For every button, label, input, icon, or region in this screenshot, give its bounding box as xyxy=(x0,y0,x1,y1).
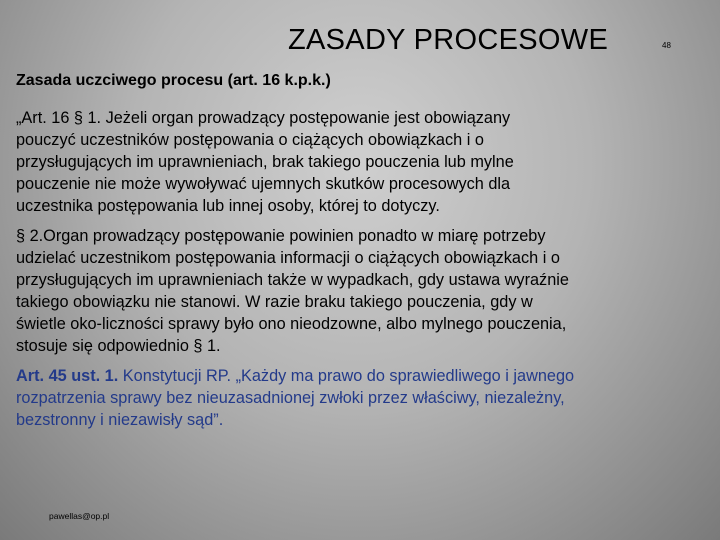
text-line: rozpatrzenia sprawy bez nieuzasadnionej zwłoki przez właściwy, niezależny, xyxy=(16,389,565,407)
text-line: świetle oko-liczności sprawy było ono nieodzowne, albo mylnego pouczenia, xyxy=(16,315,567,333)
text-line: takiego obowiązku nie stanowi. W razie braku takiego pouczenia, gdy w xyxy=(16,293,533,311)
text-line: pouczyć uczestników postępowania o ciążących obowiązkach i o xyxy=(16,131,484,149)
text-line: bezstronny i niezawisły sąd”. xyxy=(16,411,224,429)
text-fragment: Konstytucji RP. „Każdy ma prawo do sprawiedliwego i jawnego xyxy=(118,367,575,385)
section-heading: Zasada uczciwego procesu (art. 16 k.p.k.) xyxy=(16,72,331,89)
footer-email: pawellas@op.pl xyxy=(49,511,110,521)
text-line: „Art. 16 § 1. Jeżeli organ prowadzący postępowanie jest obowiązany xyxy=(16,109,511,127)
text-line: udzielać uczestnikom postępowania informacji o ciążących obowiązkach i o xyxy=(16,249,560,267)
text-line xyxy=(16,365,706,387)
page-number: 48 xyxy=(662,41,671,50)
text-line: stosuje się odpowiednio § 1. xyxy=(16,337,221,355)
text-line: pouczenie nie może wywoływać ujemnych skutków procesowych dla xyxy=(16,175,511,193)
text-line: przysługujących im uprawnieniach także w wypadkach, gdy ustawa wyraźnie xyxy=(16,271,569,289)
article-reference: Art. 45 ust. 1. xyxy=(16,367,119,385)
text-line: przysługujących im uprawnieniach, brak takiego pouczenia lub mylne xyxy=(16,153,514,171)
paragraph-art16-par1 xyxy=(16,107,706,217)
paragraph-constitution-art45 xyxy=(16,365,706,431)
text-line: § 2.Organ prowadzący postępowanie powinien ponadto w miarę potrzeby xyxy=(16,227,546,245)
paragraph-art16-par2 xyxy=(16,225,706,357)
slide-title: ZASADY PROCESOWE xyxy=(288,24,609,56)
text-line: uczestnika postępowania lub innej osoby, której to dotyczy. xyxy=(16,197,440,215)
